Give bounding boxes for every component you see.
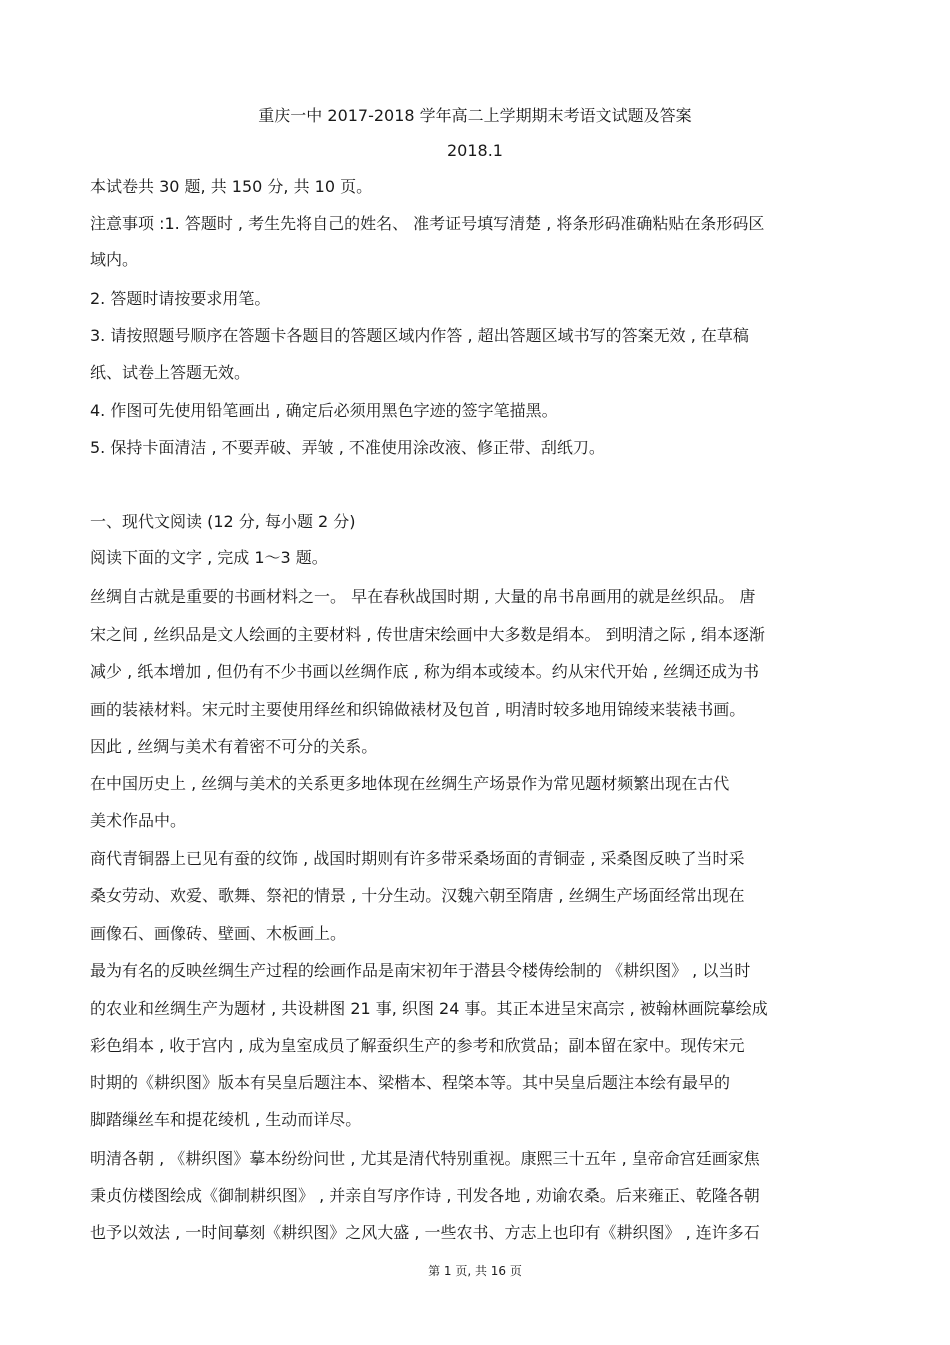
paragraph-line: 3. 请按照题号顺序在答题卡各题目的答题区域内作答 , 超出答题区域书写的答案无效 , 在草稿: [90, 326, 749, 345]
paragraph-line: 画的装裱材料。宋元时主要使用绎丝和织锦做裱材及包首 , 明清时较多地用锦绫来装裱书画。: [90, 700, 746, 719]
paragraph-line: 因此 , 丝绸与美术有着密不可分的关系。: [90, 737, 378, 756]
paragraph-line: 宋之间 , 丝织品是文人绘画的主要材料 , 传世唐宋绘画中大多数是绢本。 到明清之际 , 绢本逐渐: [90, 625, 765, 644]
paragraph-line: 纸、试卷上答题无效。: [90, 363, 251, 382]
paragraph-line: 注意事项 :1. 答题时 , 考生先将自己的姓名、 准考证号填写清楚 , 将条形码准确粘贴在条形码区: [90, 214, 765, 233]
paragraph-line: 美术作品中。: [90, 811, 187, 830]
paragraph-line: 本试卷共 30 题, 共 150 分, 共 10 页。: [90, 177, 373, 196]
page-number-footer: 第 1 页, 共 16 页: [428, 1264, 522, 1278]
paragraph-line: 2. 答题时请按要求用笔。: [90, 289, 271, 308]
paragraph-line: 4. 作图可先使用铅笔画出 , 确定后必须用黑色字迹的签字笔描黑。: [90, 401, 558, 420]
paragraph-line: 阅读下面的文字 , 完成 1～3 题。: [90, 548, 328, 567]
paragraph-line: 在中国历史上 , 丝绸与美术的关系更多地体现在丝绸生产场景作为常见题材频繁出现在古代: [90, 774, 730, 793]
paragraph-line: 减少 , 纸本增加 , 但仍有不少书画以丝绸作底 , 称为绢本或绫本。约从宋代开始 , 丝绸还成为书: [90, 662, 760, 681]
document-date: 2018.1: [447, 141, 503, 160]
paragraph-line: 桑女劳动、欢爱、歌舞、祭祀的情景 , 十分生动。汉魏六朝至隋唐 , 丝绸生产场面经常出现在: [90, 886, 745, 905]
paragraph-line: 时期的《耕织图》版本有吴皇后题注本、梁楷本、程棨本等。其中吴皇后题注本绘有最早的: [90, 1073, 731, 1092]
paragraph-line: 丝绸自古就是重要的书画材料之一。 早在春秋战国时期 , 大量的帛书帛画用的就是丝织品。 唐: [90, 587, 756, 606]
section-heading: 一、现代文阅读 (12 分, 每小题 2 分): [90, 512, 356, 531]
paragraph-line: 5. 保持卡面清洁 , 不要弄破、弄皱 , 不准使用涂改液、修正带、刮纸刀。: [90, 438, 605, 457]
paragraph-line: 域内。: [90, 250, 139, 269]
paragraph-line: 商代青铜器上已见有蚕的纹饰 , 战国时期则有许多带采桑场面的青铜壶 , 采桑图反映了当时采: [90, 849, 745, 868]
paragraph-line: 也予以效法 , 一时间摹刻《耕织图》之风大盛 , 一些农书、方志上也印有《耕织图》 , 连许多石: [90, 1223, 760, 1242]
paragraph-line: 秉贞仿楼图绘成《御制耕织图》 , 并亲自写序作诗 , 刊发各地 , 劝谕农桑。后来雍正、乾隆各朝: [90, 1186, 760, 1205]
paragraph-line: 彩色绢本 , 收于宫内 , 成为皇室成员了解蚕织生产的参考和欣赏品；副本留在家中。现传宋元: [90, 1036, 745, 1055]
paragraph-line: 脚踏缫丝车和提花绫机 , 生动而详尽。: [90, 1110, 362, 1129]
paragraph-line: 的农业和丝绸生产为题材 , 共设耕图 21 事, 织图 24 事。其正本进呈宋高宗 , 被翰林画院摹绘成: [90, 999, 768, 1018]
paragraph-line: 画像石、画像砖、壁画、木板画上。: [90, 924, 347, 943]
paragraph-line: 明清各朝 , 《耕织图》摹本纷纷问世 , 尤其是清代特别重视。康熙三十五年 , 皇帝命宫廷画家焦: [90, 1149, 760, 1168]
document-title: 重庆一中 2017-2018 学年高二上学期期末考语文试题及答案: [258, 106, 692, 125]
paragraph-line: 最为有名的反映丝绸生产过程的绘画作品是南宋初年于潜县令楼俦绘制的 《耕织图》 , 以当时: [90, 961, 751, 980]
